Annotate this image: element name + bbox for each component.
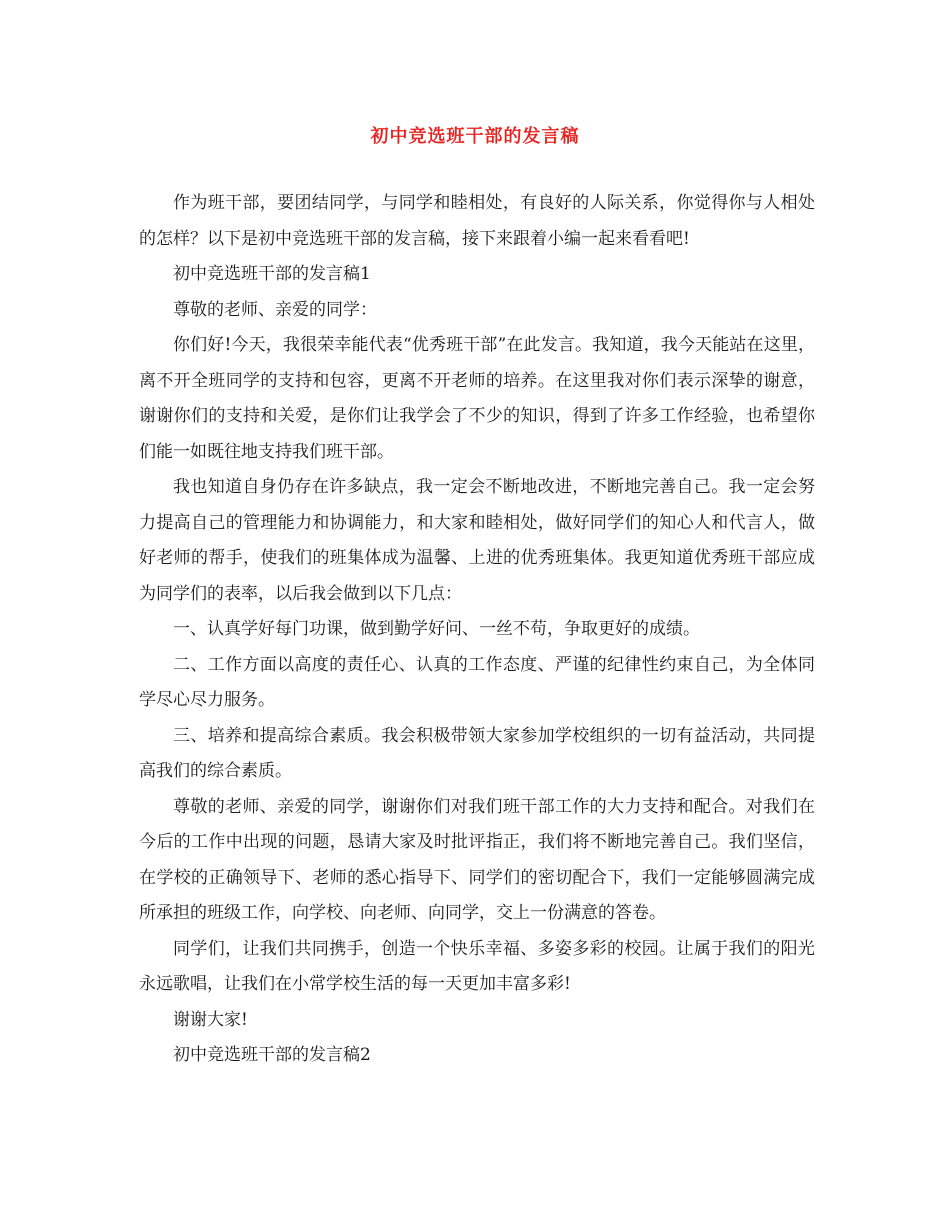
closing-paragraph: 谢谢大家!	[173, 1009, 248, 1030]
body-paragraph: 同学们，让我们共同携手，创造一个快乐幸福、多姿多彩的校园。让属于我们的阳光永远歌唱，让我们在小常学校生活的每一天更加丰富多彩!	[139, 938, 815, 994]
body-paragraph: 我也知道自身仍存在许多缺点，我一定会不断地改进，不断地完善自己。我一定会努力提高自己的管理能力和协调能力，和大家和睦相处，做好同学们的知心人和代言人，做好老师的帮手，使我们的班集体成为温馨、上进的优秀班集体。我更知道优秀班干部应成为同学们的表率，以后我会做到以下几点：	[139, 477, 815, 604]
section-heading-1: 初中竞选班干部的发言稿1	[173, 264, 371, 284]
list-item-paragraph: 三、培养和提高综合素质。我会积极带领大家参加学校组织的一切有益活动，共同提高我们的综合素质。	[139, 725, 815, 781]
document-title: 初中竞选班干部的发言稿	[370, 126, 580, 147]
body-paragraph: 尊敬的老师、亲爱的同学，谢谢你们对我们班干部工作的大力支持和配合。对我们在今后的工作中出现的问题，恳请大家及时批评指正，我们将不断地完善自己。我们坚信，在学校的正确领导下、老师的悉心指导下、同学们的密切配合下，我们一定能够圆满完成所承担的班级工作，向学校、向老师、向同学，交上一份满意的答卷。	[139, 796, 815, 923]
salutation-paragraph: 尊敬的老师、亲爱的同学：	[173, 299, 377, 320]
intro-paragraph: 作为班干部，要团结同学，与同学和睦相处，有良好的人际关系，你觉得你与人相处的怎样？以下是初中竞选班干部的发言稿，接下来跟着小编一起来看看吧!	[139, 193, 815, 249]
section-heading-2: 初中竞选班干部的发言稿2	[173, 1045, 371, 1065]
document-body	[139, 186, 815, 1074]
list-item-paragraph: 二、工作方面以高度的责任心、认真的工作态度、严谨的纪律性约束自己，为全体同学尽心尽力服务。	[139, 654, 815, 710]
list-item-paragraph: 一、认真学好每门功课，做到勤学好问、一丝不苟，争取更好的成绩。	[173, 619, 700, 639]
body-paragraph: 你们好!今天，我很荣幸能代表“优秀班干部”在此发言。我知道，我今天能站在这里，离不开全班同学的支持和包容，更离不开老师的培养。在这里我对你们表示深挚的谢意，谢谢你们的支持和关爱，是你们让我学会了不少的知识，得到了许多工作经验，也希望你们能一如既往地支持我们班干部。	[139, 335, 815, 462]
